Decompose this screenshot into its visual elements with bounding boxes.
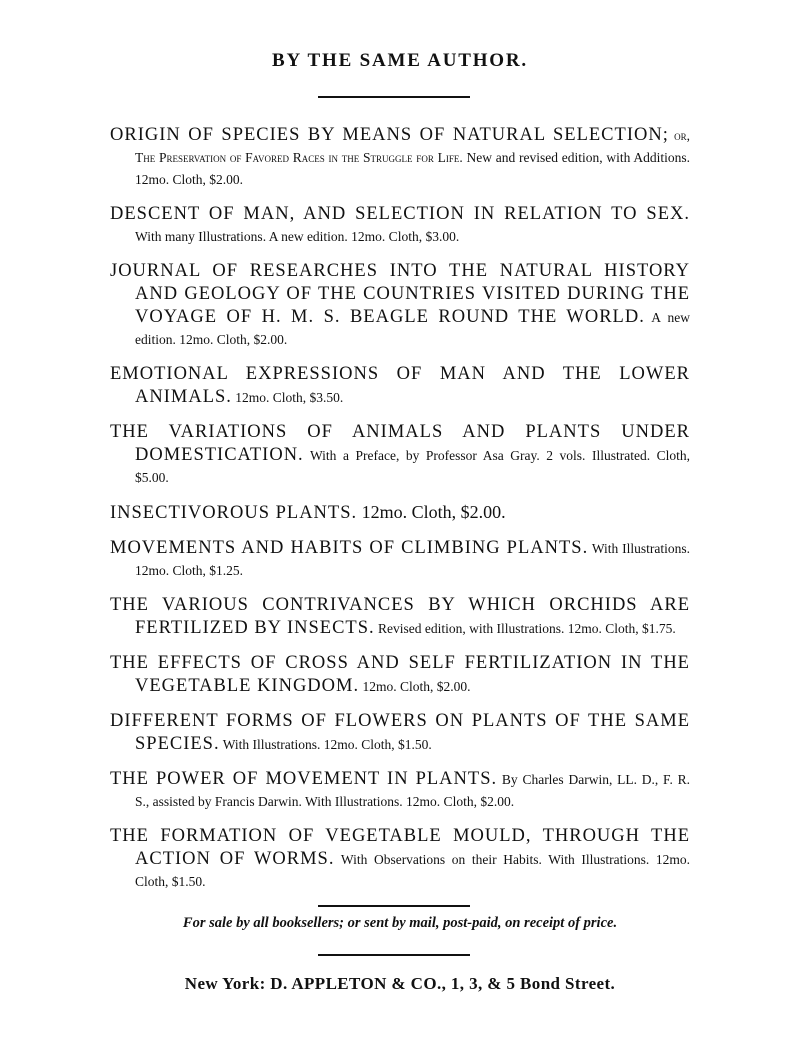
book-title: THE VARIOUS CONTRIVANCES BY WHICH ORCHIDS ARE FERTILIZED BY INSECTS. xyxy=(110,595,690,638)
book-entry xyxy=(110,594,690,640)
book-entry xyxy=(110,768,690,813)
sale-note: For sale by all booksellers; or sent by mail, post-paid, on receipt of price. xyxy=(182,915,618,931)
book-entry xyxy=(110,421,690,489)
book-title: DESCENT OF MAN, AND SELECTION IN RELATION TO SEX. xyxy=(110,204,690,224)
book-entry xyxy=(110,124,690,191)
publisher-imprint: New York: D. APPLETON & CO., 1, 3, & 5 Bond Street. xyxy=(184,974,616,993)
book-title: THE VARIATIONS OF ANIMALS AND PLANTS UNDER DOMESTICATION. xyxy=(110,422,690,465)
book-title: THE POWER OF MOVEMENT IN PLANTS. xyxy=(110,769,498,789)
book-entry xyxy=(110,260,690,351)
book-details: With a Preface, by Professor Asa Gray. 2 vols. Illustrated. Cloth, $5.00. xyxy=(135,448,690,485)
book-details: A new edition. 12mo. Cloth, $2.00. xyxy=(135,310,690,347)
book-details: 12mo. Cloth, $3.50. xyxy=(231,390,344,405)
book-details: 12mo. Cloth, $2.00. xyxy=(359,679,471,694)
book-entry xyxy=(110,652,690,698)
book-title: THE FORMATION OF VEGETABLE MOULD, THROUGH THE ACTION OF WORMS. xyxy=(110,826,690,869)
book-subtitle: or, The Preservation of Favored Races in the Struggle for Life. xyxy=(135,128,690,165)
book-entry xyxy=(110,825,690,893)
book-entry xyxy=(110,363,690,409)
sale-note-bottom-divider xyxy=(318,954,470,956)
heading-divider xyxy=(318,96,470,98)
page-heading: BY THE SAME AUTHOR. xyxy=(272,50,528,71)
book-details: With Observations on their Habits. With Illustrations. 12mo. Cloth, $1.50. xyxy=(135,852,690,889)
book-details: New and revised edition, with Additions. 12mo. Cloth, $2.00. xyxy=(135,150,690,187)
book-details: With Illustrations. 12mo. Cloth, $1.50. xyxy=(219,737,432,752)
book-details: Revised edition, with Illustrations. 12mo. Cloth, $1.75. xyxy=(374,621,676,636)
book-title: ORIGIN OF SPECIES BY MEANS OF NATURAL SELECTION; xyxy=(110,125,669,145)
book-title: DIFFERENT FORMS OF FLOWERS ON PLANTS OF THE SAME SPECIES. xyxy=(110,711,690,754)
book-title: THE EFFECTS OF CROSS AND SELF FERTILIZATION IN THE VEGETABLE KINGDOM. xyxy=(110,653,690,696)
book-entry xyxy=(110,203,690,248)
book-details: With Illustrations. 12mo. Cloth, $1.25. xyxy=(135,541,691,578)
book-list xyxy=(110,124,690,905)
book-title: JOURNAL OF RESEARCHES INTO THE NATURAL HISTORY AND GEOLOGY OF THE COUNTRIES VISITED DURING THE VOYAGE OF H. M. S. BEAGLE ROUND THE WORLD. xyxy=(110,261,690,327)
book-entry xyxy=(110,537,690,582)
book-details: With many Illustrations. A new edition. 12mo. Cloth, $3.00. xyxy=(135,229,460,244)
book-title: EMOTIONAL EXPRESSIONS OF MAN AND THE LOWER ANIMALS. xyxy=(110,364,690,407)
book-entry xyxy=(110,501,690,525)
book-entry xyxy=(110,710,690,756)
book-title: MOVEMENTS AND HABITS OF CLIMBING PLANTS. xyxy=(110,538,589,558)
sale-note-top-divider xyxy=(318,905,470,907)
book-details: 12mo. Cloth, $2.00. xyxy=(357,502,506,522)
book-details: By Charles Darwin, LL. D., F. R. S., assisted by Francis Darwin. With Illustrations. 12mo. Cloth, $2.00. xyxy=(135,772,691,809)
book-title: INSECTIVOROUS PLANTS. xyxy=(110,503,358,523)
